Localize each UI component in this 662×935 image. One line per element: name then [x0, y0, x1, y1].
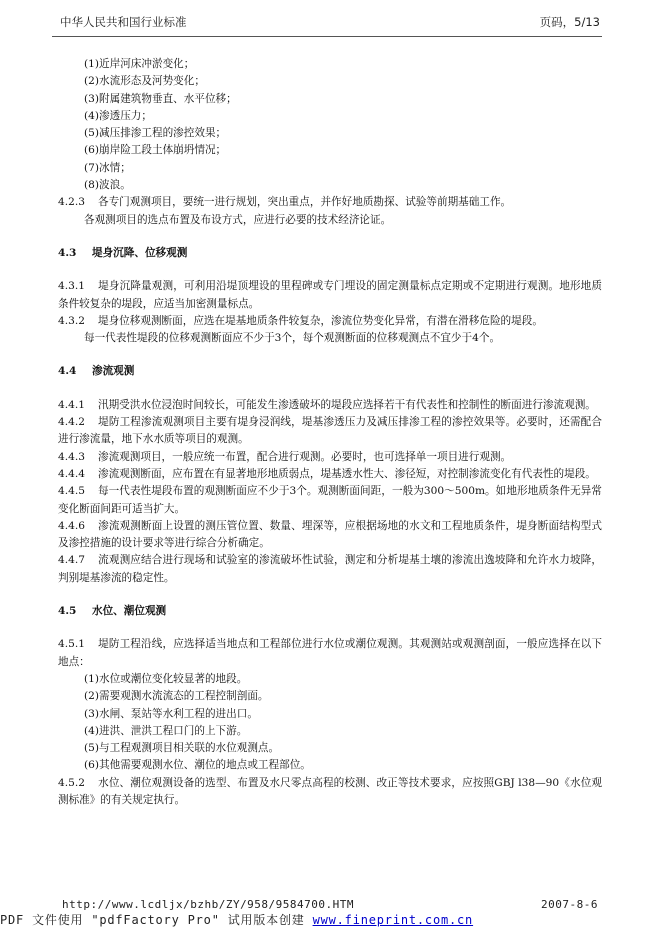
list-item: (1)水位或潮位变化较显著的地段。 — [84, 672, 248, 685]
list-item: (4)进洪、泄洪工程口门的上下游。 — [84, 724, 248, 737]
clause-4-4-2 — [58, 414, 602, 449]
clause-number: 4.5.2 — [58, 776, 85, 789]
clause-number: 4.4.7 — [58, 554, 85, 567]
list-item: (3)附属建筑物垂直、水平位移； — [84, 92, 237, 105]
clause-number: 4.2.3 — [58, 196, 85, 209]
clause-4-3-2-cont: 每一代表性堤段的位移观测断面应不少于3个，每个观测断面的位移观测点不宜少于4个。 — [84, 332, 501, 345]
clause-number: 4.3.2 — [58, 314, 85, 327]
list-observation-items — [58, 56, 602, 194]
pdf-notice-text: PDF 文件使用 "pdfFactory Pro" 试用版本创建 — [0, 913, 313, 927]
clause-text: 渗流观测项目，一般应统一布置，配合进行观测。必要时，也可选择单一项目进行观测。 — [98, 450, 512, 463]
clause-text: 堤身沉降量观测，可利用沿堤顶埋设的里程碑或专门埋设的固定测量标点定期或不定期进行观测。地形地质条件较复杂的堤段，应适当加密测量标点。 — [58, 280, 602, 310]
clause-number: 4.4.3 — [58, 450, 85, 463]
clause-4-4-7 — [58, 552, 602, 587]
clause-text: 堤身位移观测断面，应选在堤基地质条件较复杂，渗流位势变化异常，有潜在滑移危险的堤段。 — [98, 314, 543, 327]
clause-text: 流观测应结合进行现场和试验室的渗流破坏性试验，测定和分析堤基土壤的渗流出逸坡降和允许水力坡降，判别堤基渗流的稳定性。 — [58, 554, 602, 584]
clause-4-4-3 — [58, 449, 602, 466]
section-4-4-heading — [58, 363, 602, 380]
clause-4-2-3 — [58, 194, 602, 211]
header-page-number: 页码，5/13 — [539, 15, 600, 29]
list-item: (3)水闸、泵站等水利工程的进出口。 — [84, 707, 258, 720]
list-item: (6)崩岸险工段土体崩坍情况； — [84, 144, 227, 157]
clause-number: 4.4.5 — [58, 485, 85, 498]
clause-number: 4.4.2 — [58, 416, 85, 429]
list-item: (1)近岸河床冲淤变化； — [84, 58, 195, 70]
clause-4-4-6 — [58, 518, 602, 553]
clause-4-5-2 — [58, 775, 602, 810]
pdf-watermark-notice — [0, 911, 473, 928]
clause-text: 堤防工程沿线，应选择适当地点和工程部位进行水位或潮位观测。其观测站或观测剖面，一般应选择在以下地点： — [58, 638, 602, 668]
clause-4-5-1 — [58, 636, 602, 671]
document-body — [58, 56, 602, 809]
section-4-5-heading — [58, 603, 602, 620]
clause-4-2-3-cont: 各观测项目的选点布置及布设方式，应进行必要的技术经济论证。 — [84, 213, 392, 226]
footer-url[interactable]: http://www.lcdljx/bzhb/ZY/958/9584700.HTM — [62, 898, 355, 911]
section-title: 水位、潮位观测 — [92, 605, 167, 618]
clause-4-3-2 — [58, 313, 602, 330]
list-item: (4)渗透压力； — [84, 109, 152, 122]
section-4-3-heading — [58, 245, 602, 262]
fineprint-link[interactable]: www.fineprint.com.cn — [312, 913, 474, 927]
clause-4-4-1 — [58, 397, 602, 414]
clause-number: 4.3.1 — [58, 280, 85, 293]
footer-date: 2007-8-6 — [541, 898, 598, 911]
header-title: 中华人民共和国行业标准 — [60, 15, 187, 29]
clause-number: 4.4.4 — [58, 467, 85, 480]
clause-number: 4.5.1 — [58, 638, 85, 651]
list-item: (6)其他需要观测水位、潮位的地点或工程部位。 — [84, 759, 311, 772]
list-item: (7)冰情； — [84, 161, 131, 174]
clause-text: 各专门观测项目，要统一进行规划，突出重点，并作好地质勘探、试验等前期基础工作。 — [98, 196, 512, 209]
clause-4-4-5 — [58, 483, 602, 518]
header-divider — [52, 36, 602, 37]
clause-4-4-4 — [58, 466, 602, 483]
section-number: 4.5 — [58, 605, 77, 618]
clause-text: 水位、潮位观测设备的选型、布置及水尺零点高程的校测、改正等技术要求，应按照GBJ l38—90《水位观测标准》的有关规定执行。 — [58, 776, 602, 806]
clause-text: 渗流观测断面上设置的测压管位置、数量、埋深等，应根据场地的水文和工程地质条件，堤身断面结构型式及渗控措施的设计要求等进行综合分析确定。 — [58, 519, 602, 550]
clause-4-3-1 — [58, 278, 602, 313]
list-item: (2)水流形态及河势变化； — [84, 75, 205, 88]
clause-text: 渗流观测断面，应布置在有显著地形地质弱点，堤基透水性大、渗径短，对控制渗流变化有代表性的堤段。 — [98, 467, 596, 480]
section-number: 4.3 — [58, 246, 77, 259]
list-water-level-sites — [58, 671, 602, 775]
section-title: 渗流观测 — [92, 365, 135, 378]
clause-number: 4.4.1 — [58, 398, 85, 411]
clause-text: 堤防工程渗流观测项目主要有堤身浸润线，堤基渗透压力及减压排渗工程的渗控效果等。必要时，还需配合进行渗流量，地下水水质等项目的观测。 — [58, 416, 602, 446]
clause-text: 汛期受洪水位浸泡时间较长，可能发生渗透破坏的堤段应选择若干有代表性和控制性的断面进行渗流观测。 — [98, 398, 596, 411]
clause-text: 每一代表性堤段布置的观测断面应不少于3个。观测断面间距，一般为300～500m。如地形地质条件无异常变化断面间距可适当扩大。 — [58, 485, 602, 515]
list-item: (8)波浪。 — [84, 179, 131, 192]
section-title: 堤身沉降、位移观测 — [92, 246, 188, 259]
section-number: 4.4 — [58, 365, 77, 378]
clause-number: 4.4.6 — [58, 519, 85, 532]
list-item: (2)需要观测水流流态的工程控制剖面。 — [84, 690, 269, 703]
list-item: (5)减压排渗工程的渗控效果； — [84, 127, 227, 140]
list-item: (5)与工程观测项目相关联的水位观测点。 — [84, 742, 280, 755]
